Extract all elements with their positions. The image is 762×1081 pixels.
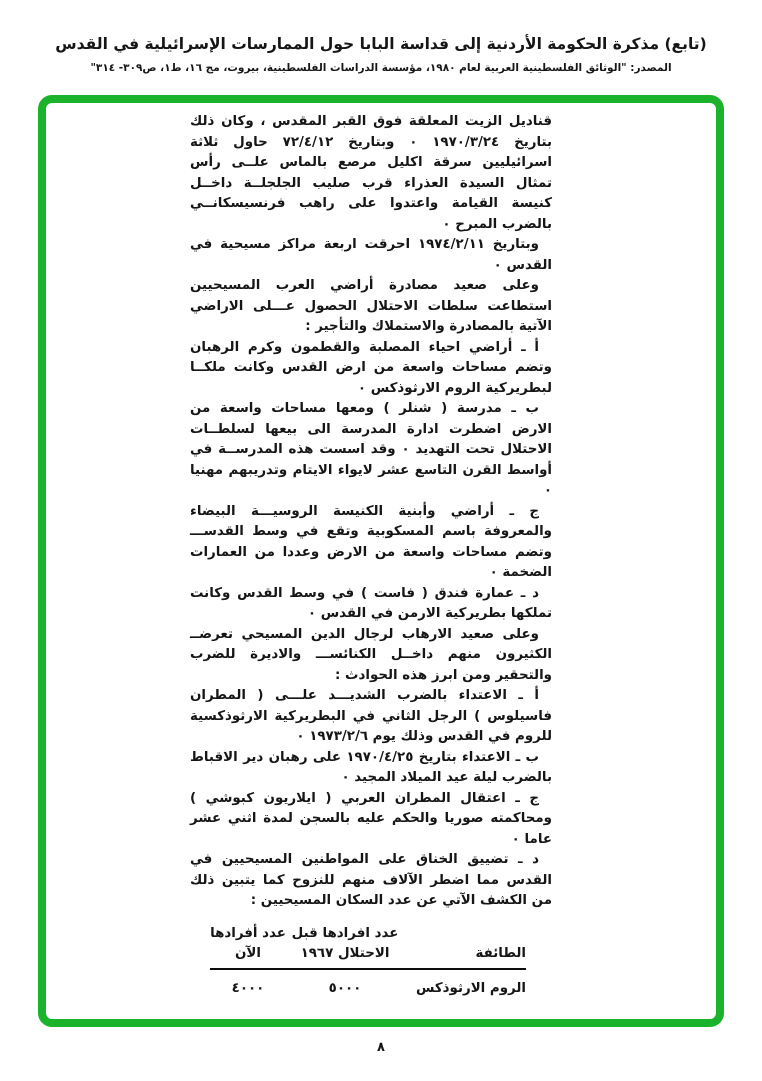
memo-body-text (190, 112, 552, 912)
memo-body (190, 112, 552, 999)
table-header-before-occupation (286, 924, 404, 964)
document-title: (تابع) مذكرة الحكومة الأردنية إلى قداسة البابا حول الممارسات الإسرائيلية في القدس (55, 35, 707, 53)
table-header-community: الطائفة (475, 945, 526, 961)
table-header-current-count (210, 924, 286, 964)
memo-paragraph: وبتاريخ ١٩٧٤/٢/١١ احرقت اربعة مراكز مسيحية في القدس ٠ (190, 237, 552, 273)
christian-population-table (210, 924, 526, 999)
memo-paragraph: ج ـ أراضي وأبنية الكنيسة الروسيـــة البيضاء والمعروفة باسم المسكوبية وتقع في وسط القدســـ وتضم مساحات واسعة من الارض وعددا من العمارات الضخمة ٠ (190, 503, 552, 580)
memo-paragraph: قناديل الزيت المعلقة فوق القبر المقدس ، وكان ذلك بتاريخ ١٩٧٠/٣/٢٤ ٠ وبتاريخ ٧٢/٤/١٢ حاول ثلاثة اسرائيليين سرقة اكليل مرصع بالماس علــى رأس تمثال السيدة العذراء قرب صليب الجلجلــة داخــل كنيسة القيامة واعتدوا على راهب فرنسيسكانــي بالضرب المبرح ٠ (190, 114, 552, 232)
source-citation: المصدر: "الوثائق الفلسطينية العربية لعام ١٩٨٠، مؤسسة الدراسات الفلسطينية، بيروت، مج ١٦، ط١، ص٣٠٩- ٣١٤" (90, 62, 672, 74)
memo-paragraph: أ ـ الاعتداء بالضرب الشديـــد علـــى ( المطران فاسيلوس ) الرجل الثاني في البطريركية الارثوذكسية للروم في القدس وذلك يوم ١٩٧٣/٢/٦ ٠ (190, 688, 552, 744)
table-header-row (210, 924, 526, 970)
memo-paragraph: وعلى صعيد مصادرة أراضي العرب المسيحيين استطاعت سلطات الاحتلال الحصول عـــلى الاراضي الآتية بالمصادرة والاستملاك والتأجير : (190, 278, 552, 334)
page-number: ٨ (377, 1040, 385, 1055)
table-rows (210, 970, 526, 999)
cell-now: ٤٠٠٠ (231, 980, 265, 996)
memo-paragraph: ب ـ الاعتداء بتاريخ ١٩٧٠/٤/٢٥ على رهبان دير الاقباط بالضرب ليلة عيد الميلاد المجيد ٠ (190, 749, 552, 785)
table-header-before-line1: عدد افرادها قبل (291, 925, 399, 941)
memo-paragraph: وعلى صعيد الارهاب لرجال الدين المسيحي تعرضــ الكثيرون منهم داخــل الكنائســـ والاديرة للضرب والتحقير ومن ابرز هذه الحوادث : (190, 626, 552, 683)
memo-paragraph: د ـ تضييق الخناق على المواطنين المسيحيين في القدس مما اضطر الآلاف منهم للنزوح كما يتبين ذلك من الكشف الآتي عن عدد السكان المسيحيين : (190, 852, 552, 908)
memo-paragraph: ج ـ اعتقال المطران العربي ( ايلاريون كبوشي ) ومحاكمته صوريا والحكم عليه بالسجن لمدة اثني عشر عاما ٠ (190, 790, 552, 847)
memo-paragraph: أ ـ أراضي احياء المصلبة والقطمون وكرم الرهبان وتضم مساحات واسعة من ارض القدس وكانت ملكــا لبطريركية الروم الارثوذكس ٠ (190, 339, 552, 396)
table-header-now-line2: الآن (235, 945, 261, 961)
memo-paragraph: ب ـ مدرسة ( شنلر ) ومعها مساحات واسعة من الارض اضطرت ادارة المدرسة الى بيعها لسلطــات الاحتلال تحت التهديد ٠ وقد اسست هذه المدرســة في أواسط القرن التاسع عشر لايواء الايتام وتدريبهم مهنيا ٠ (190, 401, 552, 498)
memo-paragraph: د ـ عمارة فندق ( فاست ) في وسط القدس وكانت تملكها بطريركية الارمن في القدس ٠ (190, 585, 552, 621)
table-header-now-line1: عدد أفرادها (210, 925, 286, 941)
cell-community: الروم الارثوذكس (415, 980, 526, 996)
content-border-frame (38, 95, 724, 1027)
table-header-before-line2: الاحتلال ١٩٦٧ (300, 945, 390, 961)
cell-before-1967: ٥٠٠٠ (328, 980, 362, 996)
